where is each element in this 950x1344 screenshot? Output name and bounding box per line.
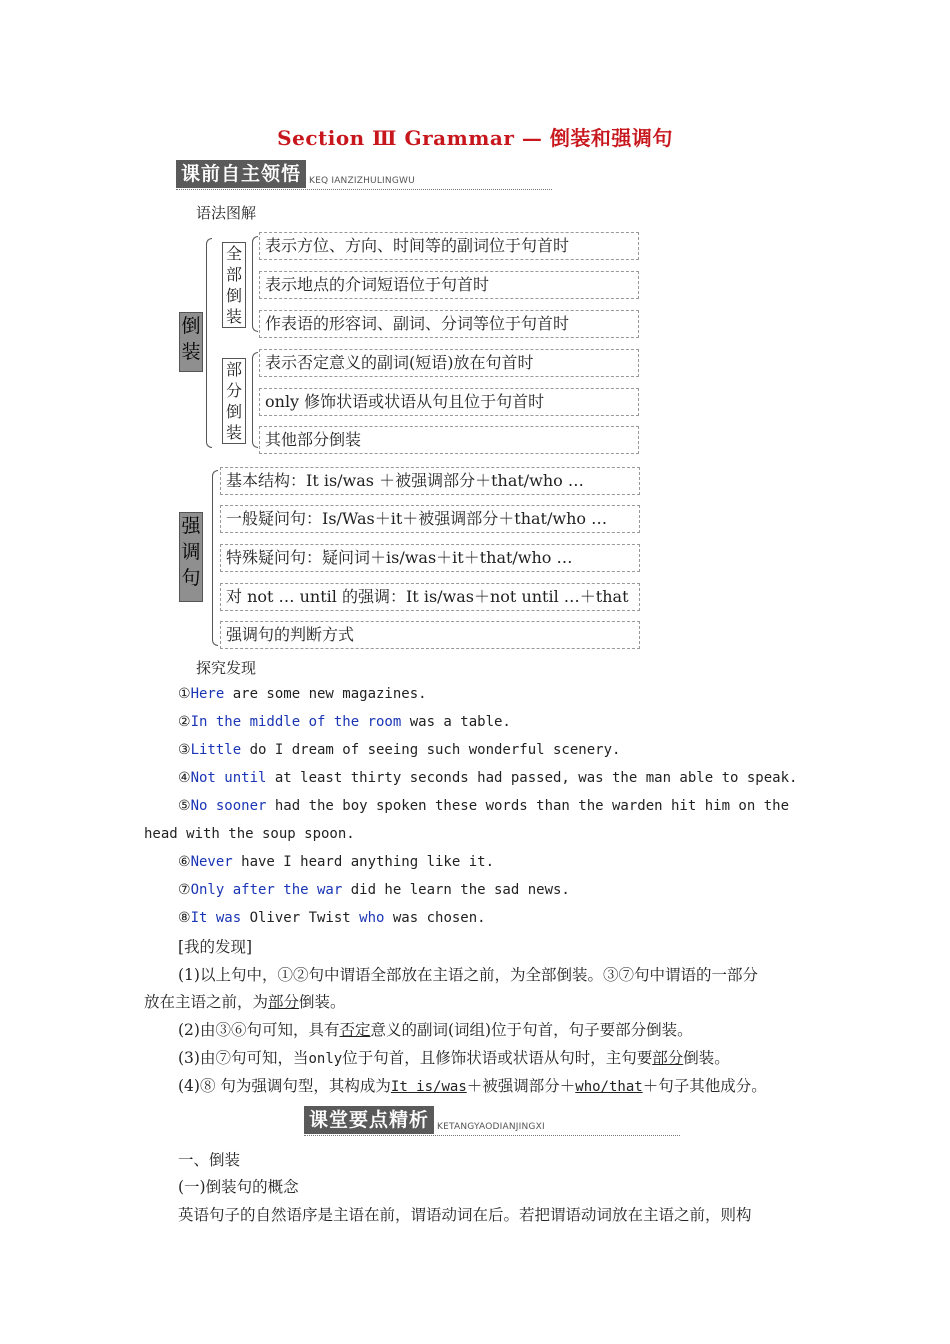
finding-3 bbox=[178, 1046, 730, 1068]
example-sentence bbox=[178, 882, 570, 898]
example-rest: Oliver Twist bbox=[241, 910, 360, 926]
example-rest: do I dream of seeing such wonderful scenery. bbox=[241, 742, 621, 758]
banner-dotted-line bbox=[304, 1135, 680, 1136]
example-highlight: Not until bbox=[190, 770, 267, 786]
finding-text: 意义的副词(词组)位于句首，句子要部分倒装。 bbox=[370, 1021, 693, 1039]
emphasis-item: 特殊疑问句：疑问词＋is/was＋it＋that/who … bbox=[220, 544, 640, 572]
full-inversion-item: 表示地点的介词短语位于句首时 bbox=[259, 271, 639, 299]
diagram-label: 语法图解 bbox=[196, 204, 257, 222]
explore-label: 探究发现 bbox=[196, 659, 257, 677]
example-highlight: who bbox=[359, 910, 385, 926]
example-sentence-continued bbox=[144, 826, 355, 842]
example-highlight: Only after the war bbox=[190, 882, 343, 898]
banner-dotted-line bbox=[176, 189, 552, 190]
findings-label: [我的发现] bbox=[178, 938, 253, 956]
emphasis-item: 基本结构：It is/was ＋被强调部分＋that/who … bbox=[220, 467, 640, 495]
finding-text: ＋被强调部分＋ bbox=[466, 1077, 576, 1095]
section-heading: 一、倒装 bbox=[178, 1151, 241, 1169]
example-sentence bbox=[178, 714, 511, 730]
finding-2 bbox=[178, 1018, 693, 1040]
example-number: ① bbox=[178, 686, 191, 702]
example-highlight: No sooner bbox=[190, 798, 267, 814]
full-inversion-item: 表示方位、方向、时间等的副词位于句首时 bbox=[259, 232, 639, 260]
finding-answer: 部分 bbox=[652, 1049, 684, 1067]
paragraph: 英语句子的自然语序是主语在前，谓语动词在后。若把谓语动词放在主语之前，则构 bbox=[178, 1206, 752, 1224]
finding-text: (2)由③⑥句可知，具有 bbox=[178, 1021, 340, 1039]
example-highlight: Little bbox=[190, 742, 242, 758]
example-sentence bbox=[178, 798, 789, 814]
page-title: Section Ⅲ Grammar — 倒装和强调句 bbox=[277, 126, 673, 150]
finding-text: 放在主语之前，为 bbox=[144, 993, 269, 1011]
partial-inversion-item: only 修饰状语或状语从句且位于句首时 bbox=[259, 388, 639, 416]
example-highlight: It was bbox=[190, 910, 242, 926]
example-rest: was chosen. bbox=[384, 910, 486, 926]
inversion-bracket bbox=[206, 238, 212, 448]
example-number: ⑤ bbox=[178, 798, 191, 814]
example-rest: did he learn the sad news. bbox=[342, 882, 570, 898]
example-rest: are some new magazines. bbox=[224, 686, 427, 702]
full-inversion-item: 作表语的形容词、副词、分词等位于句首时 bbox=[259, 310, 639, 338]
example-rest: at least thirty seconds had passed, was the man able to speak. bbox=[266, 770, 798, 786]
example-sentence bbox=[178, 742, 620, 758]
example-number: ⑦ bbox=[178, 882, 191, 898]
finding-answer: 否定 bbox=[339, 1021, 371, 1039]
finding-answer: 部分 bbox=[268, 993, 300, 1011]
example-number: ⑧ bbox=[178, 910, 191, 926]
finding-text: 倒装。 bbox=[299, 993, 346, 1011]
finding-answer: It is/was bbox=[390, 1079, 467, 1095]
example-rest: head with the soup spoon. bbox=[144, 826, 355, 842]
example-sentence bbox=[178, 910, 486, 926]
example-rest: had the boy spoken these words than the warden hit him on the bbox=[266, 798, 790, 814]
section-banner-analysis bbox=[304, 1106, 545, 1134]
partial-inversion-bracket bbox=[252, 352, 258, 448]
example-number: ⑥ bbox=[178, 854, 191, 870]
example-rest: was a table. bbox=[401, 714, 511, 730]
finding-1: (1)以上句中，①②句中谓语全部放在主语之前，为全部倒装。③⑦句中谓语的一部分 bbox=[178, 966, 758, 984]
example-sentence bbox=[178, 854, 494, 870]
example-sentence bbox=[178, 770, 797, 786]
finding-text: (3)由⑦句可知，当 bbox=[178, 1049, 309, 1067]
example-number: ④ bbox=[178, 770, 191, 786]
finding-text: 倒装。 bbox=[683, 1049, 730, 1067]
full-inversion-bracket bbox=[252, 236, 258, 332]
example-highlight: Never bbox=[190, 854, 233, 870]
section-banner-preview bbox=[176, 160, 415, 188]
inversion-label: 倒装 bbox=[179, 312, 203, 372]
finding-text: ＋句子其他成分。 bbox=[642, 1077, 767, 1095]
banner-pinyin: KEQ IANZIZHULINGWU bbox=[309, 176, 415, 186]
banner-title: 课前自主领悟 bbox=[176, 160, 306, 188]
partial-inversion-item: 其他部分倒装 bbox=[259, 426, 639, 454]
finding-keyword: only bbox=[308, 1051, 343, 1067]
full-inversion-label: 全部倒装 bbox=[222, 242, 246, 328]
emphasis-item: 一般疑问句：Is/Was＋it＋被强调部分＋that/who … bbox=[220, 505, 640, 533]
finding-text: 位于句首，且修饰状语或状语从句时，主句要 bbox=[342, 1049, 653, 1067]
partial-inversion-label: 部分倒装 bbox=[222, 358, 246, 444]
example-sentence bbox=[178, 686, 427, 702]
emphasis-label: 强调句 bbox=[179, 512, 203, 602]
emphasis-item: 对 not … until 的强调：It is/was＋not until …＋that bbox=[220, 583, 640, 611]
finding-4 bbox=[178, 1074, 767, 1096]
banner-pinyin: KETANGYAODIANJINGXI bbox=[437, 1122, 545, 1132]
subsection-heading: (一)倒装句的概念 bbox=[178, 1178, 299, 1196]
example-rest: have I heard anything like it. bbox=[232, 854, 495, 870]
example-highlight: Here bbox=[190, 686, 225, 702]
example-number: ② bbox=[178, 714, 191, 730]
finding-1-continued bbox=[144, 990, 346, 1012]
finding-answer: who/that bbox=[575, 1079, 643, 1095]
emphasis-item: 强调句的判断方式 bbox=[220, 621, 640, 649]
emphasis-bracket bbox=[212, 470, 218, 646]
example-number: ③ bbox=[178, 742, 191, 758]
finding-text: (4)⑧ 句为强调句型，其构成为 bbox=[178, 1077, 391, 1095]
example-highlight: In the middle of the room bbox=[190, 714, 402, 730]
banner-title: 课堂要点精析 bbox=[304, 1106, 434, 1134]
partial-inversion-item: 表示否定意义的副词(短语)放在句首时 bbox=[259, 349, 639, 377]
